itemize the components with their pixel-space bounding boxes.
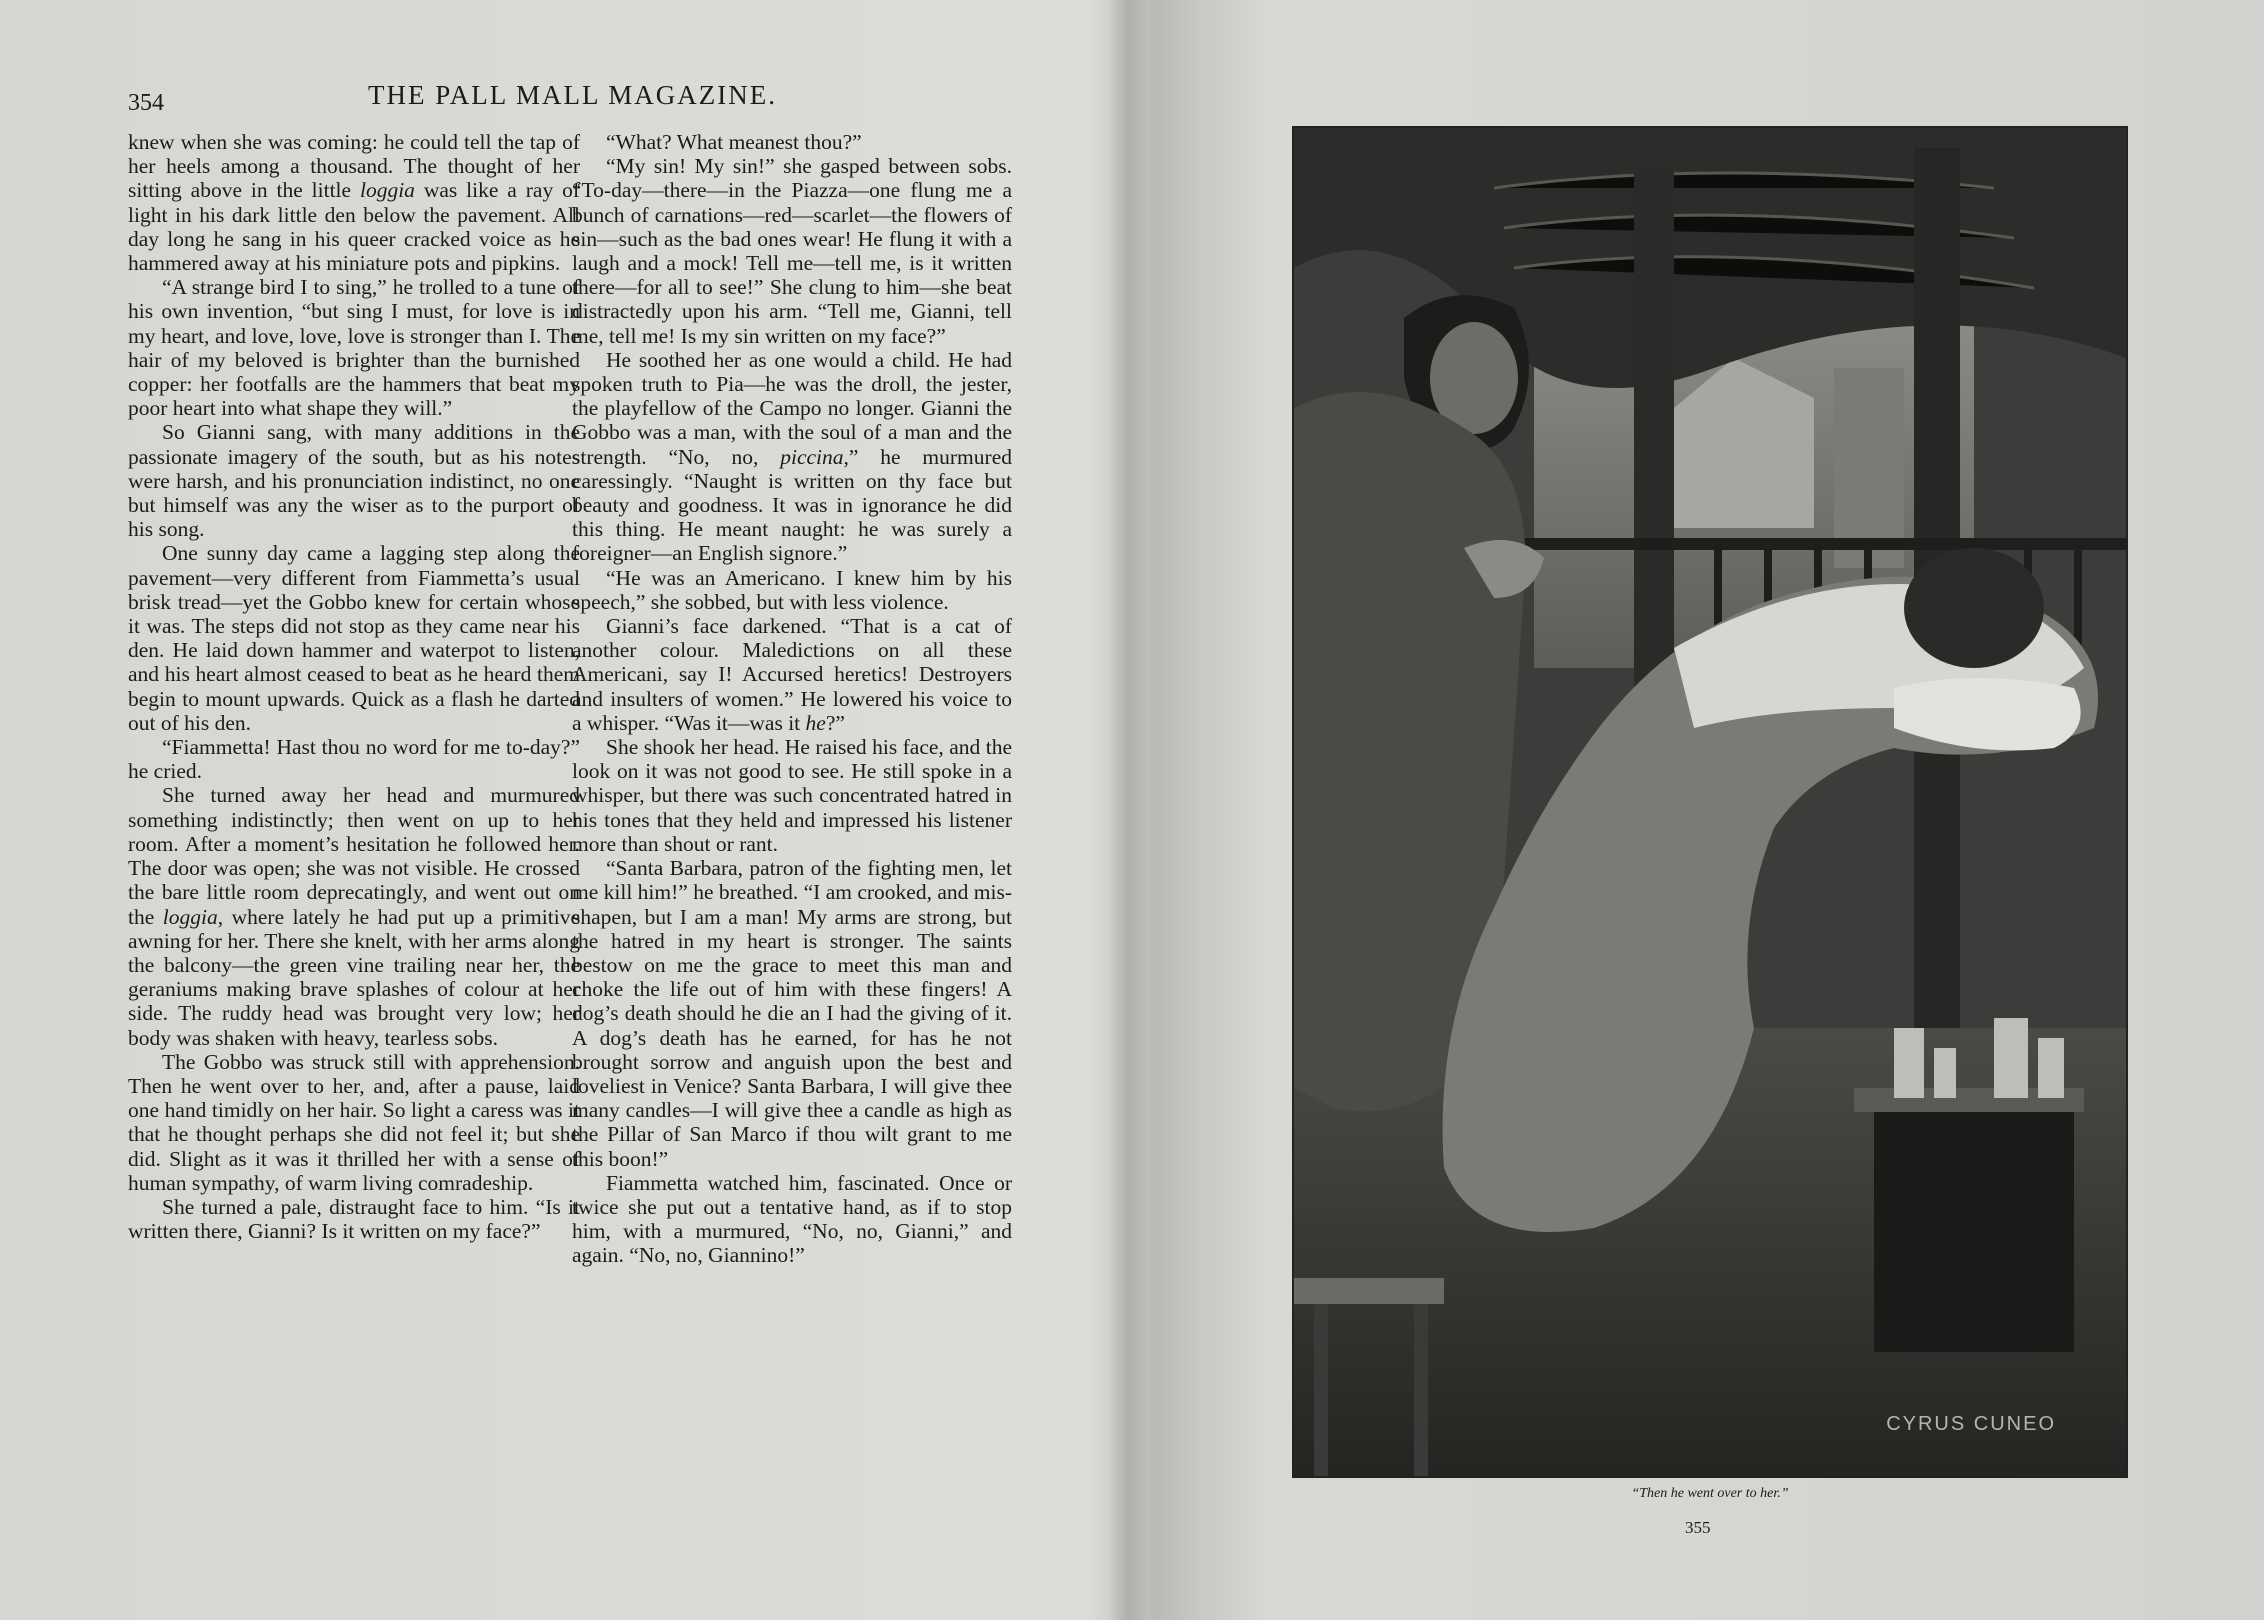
- paragraph-text: So Gianni sang, with many additions in the passionate imagery of the south, but as his notes were harsh, and his pronunciation indistinct, no one but himself was any the wiser as to the purport of his song.: [128, 420, 580, 542]
- paragraph: [128, 1050, 580, 1195]
- paragraph: [572, 566, 1012, 614]
- paragraph-text: She turned away her head and murmured something indistinctly; then went on up to her room. After a moment’s hesitation he followed her. The door was open; she was not visible. He crossed the bare little room deprecatingly, and went out on the: [128, 783, 580, 929]
- paragraph-text: Gianni’s face darkened. “That is a cat of another colour. Maledictions on all these Americani, say I! Accursed heretics! Destroyers and insulters of women.” He lowered his voice to a whisper. “Was it—was it: [572, 614, 1012, 735]
- paragraph-text: was like a ray of light in his dark little den below the pavement. All day long he sang in his queer cracked voice as he hammered away at his miniature pots and pipkins.: [128, 178, 580, 276]
- paragraph: [572, 856, 1012, 1171]
- paragraph-text: “A strange bird I to sing,” he trolled to a tune of his own invention, “but sing I must, for love is in my heart, and love, love, love is stronger than I. The hair of my beloved is brighter than the burnished copper: her footfalls are the hammers that beat my poor heart into what shape they will.”: [128, 275, 580, 421]
- paragraph-text: He soothed her as one would a child. He had spoken truth to Pia—he was the droll, the jester, the playfellow of the Campo no longer. Gianni the Gobbo was a man, with the soul of a man and the strength. “No, no,: [572, 347, 1012, 469]
- paragraph-text: One sunny day came a lagging step along the pavement—very different from Fiammetta’s usual brisk tread—yet the Gobbo knew for certain whose it was. The steps did not stop as they came near his den. He laid down hammer and waterpot to listen, and his heart almost ceased to beat as he heard them begin to mount upwards. Quick as a flash he darted out of his den.: [128, 541, 580, 735]
- paragraph-text: She turned a pale, distraught face to him. “Is it written there, Gianni? Is it written on my face?”: [128, 1194, 580, 1244]
- paragraph: [128, 783, 580, 1049]
- text-column-2: [572, 130, 1012, 1268]
- paragraph-text: “He was an Americano. I knew him by his speech,” she sobbed, but with less violence.: [572, 565, 1012, 614]
- paragraph-text: “My sin! My sin!” she gasped between sobs. “To-day—there—in the Piazza—one flung me a bunch of carnations—red—scarlet—the flowers of sin—such as the bad ones wear! He flung it with a laugh and a mock! Tell me—tell me, is it written there—for all to see!” She clung to him—she beat distractedly upon his arm. “Tell me, Gianni, tell me, tell me! Is my sin written on my face?”: [572, 154, 1012, 348]
- paragraph-text: , where lately he had put up a primitive awning for her. There she knelt, with her arms along the balcony—the green vine trailing near her, the geraniums making brave splashes of colour at her side. The ruddy head was brought very low; her body was shaken with heavy, tearless sobs.: [128, 904, 580, 1050]
- paragraph: [572, 614, 1012, 735]
- paragraph: [128, 541, 580, 735]
- left-page-number: 354: [128, 90, 164, 116]
- illustration: [1292, 126, 2128, 1478]
- artist-signature: CYRUS CUNEO: [1886, 1413, 2056, 1435]
- paragraph: [572, 1171, 1012, 1268]
- paragraph-text: The Gobbo was struck still with apprehension. Then he went over to her, and, after a pause, laid one hand timidly on her hair. So light a caress was it that he thought perhaps she did not feel it; but she did. Slight as it was it thrilled her with a sense of human sympathy, of warm living comradeship.: [128, 1049, 580, 1195]
- running-head: THE PALL MALL MAGAZINE.: [368, 80, 777, 110]
- paragraph: [572, 154, 1012, 348]
- paragraph-text: “Santa Barbara, patron of the fighting men, let me kill him!” he breathed. “I am crooked, and mis-shapen, but I am a man! My arms are strong, but the hatred in my heart is stronger. The saints bestow on me the grace to meet this man and choke the life out of him with these fingers! A dog’s death should he die an I had the giving of it. A dog’s death has he earned, for has he not brought sorrow and anguish upon the best and loveliest in Venice? Santa Barbara, I will give thee many candles—I will give thee a candle as high as the Pillar of San Marco if thou wilt grant to me this boon!”: [572, 856, 1012, 1171]
- italic-text: loggia: [162, 904, 218, 929]
- page-gutter: [1108, 0, 1148, 1620]
- paragraph-text: ,” he murmured caressingly. “Naught is written on thy face but beauty and goodness. It was in ignorance he did this thing. He meant naught: he was surely a foreigner—an English signore.”: [572, 444, 1012, 566]
- right-page-number: 355: [1685, 1518, 1711, 1537]
- paragraph-text: ?”: [825, 710, 845, 735]
- italic-text: he: [805, 710, 826, 735]
- paragraph-text: knew when she was coming: he could tell the tap of her heels among a thousand. The thought of her sitting above in the little: [128, 130, 580, 203]
- paragraph-text: Fiammetta watched him, fascinated. Once or twice she put out a tentative hand, as if to stop him, with a murmured, “No, no, Gianni,” and again. “No, no, Giannino!”: [572, 1170, 1012, 1268]
- paragraph: [572, 735, 1012, 856]
- illustration-drawing: [1294, 128, 2126, 1476]
- paragraph: [128, 420, 580, 541]
- paragraph: [572, 348, 1012, 566]
- paragraph-text: “Fiammetta! Hast thou no word for me to-day?” he cried.: [128, 735, 580, 784]
- italic-text: loggia: [359, 178, 415, 203]
- paragraph-text: “What? What meanest thou?”: [606, 130, 862, 154]
- italic-text: piccina: [780, 444, 844, 469]
- paragraph: [128, 1195, 580, 1243]
- paragraph: [128, 735, 580, 783]
- paragraph: [128, 275, 580, 420]
- paragraph: [128, 130, 580, 275]
- illustration-caption: “Then he went over to her.”: [1631, 1486, 1789, 1501]
- text-column-1: [128, 130, 580, 1243]
- paragraph-text: She shook her head. He raised his face, and the look on it was not good to see. He still spoke in a whisper, but there was such concentrated hatred in his tones that they held and impressed his listener more than shout or rant.: [572, 735, 1012, 856]
- paragraph: [572, 130, 1012, 154]
